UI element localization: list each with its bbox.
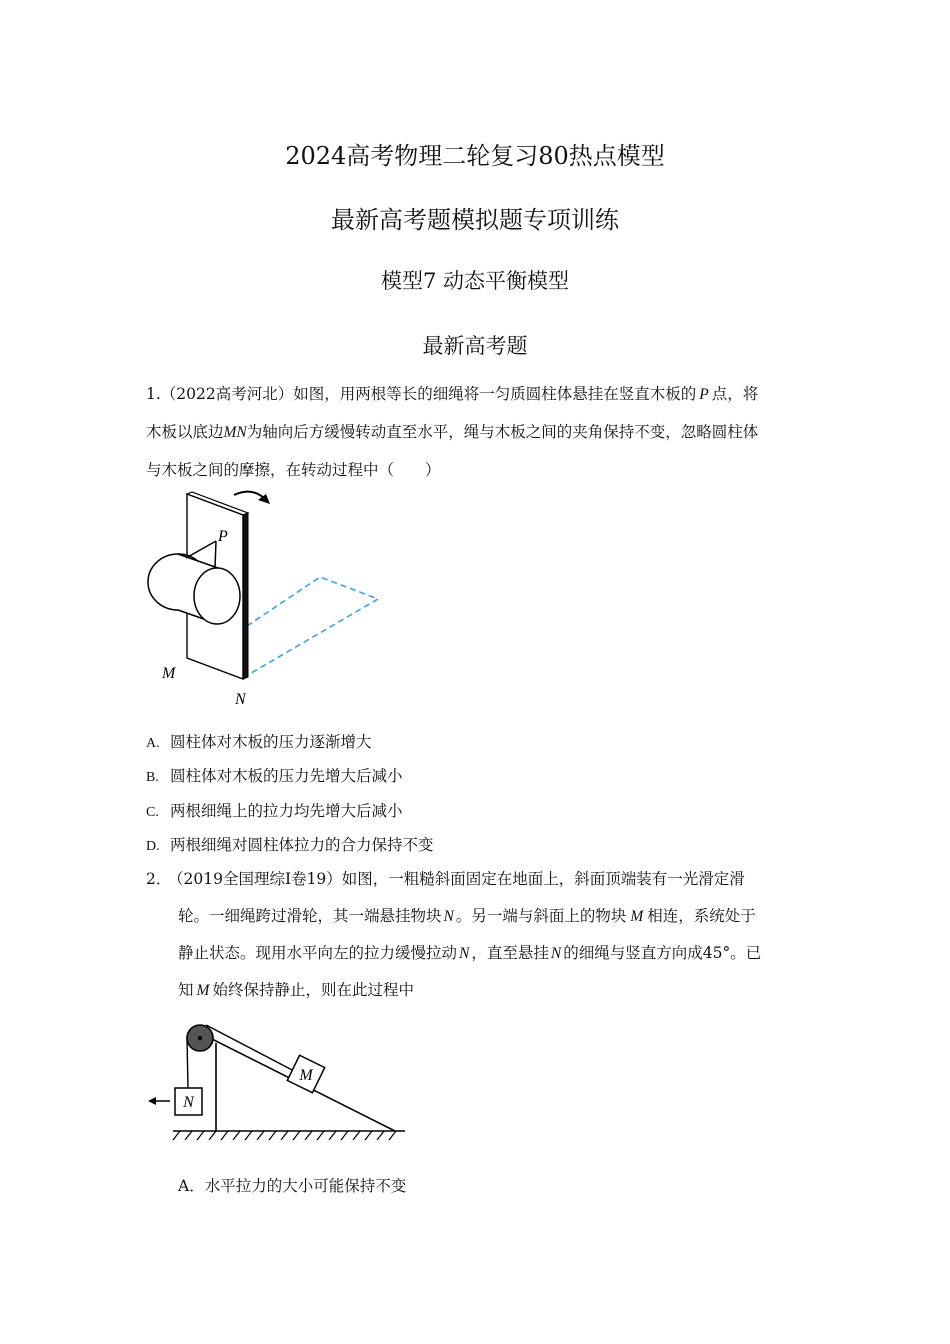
block-n-label: N: [183, 1094, 194, 1111]
label-n: N: [235, 691, 246, 708]
q2-var-n: N: [550, 945, 562, 962]
q2-line-1: [146, 867, 745, 889]
option-label: B.: [146, 770, 159, 785]
block-m: [287, 1055, 324, 1092]
q2-line-4: [178, 978, 414, 1000]
q2-text: 始终保持静止，则在此过程中: [212, 981, 414, 999]
q1-text: 点，将: [711, 385, 759, 403]
q2-text: 的细绳与竖直方向成45°。已: [563, 944, 762, 962]
q1-text: 为轴向后方缓慢转动直至水平，绳与木板之间的夹角保持不变，忽略圆柱体: [246, 423, 759, 441]
q1-line-1: [146, 382, 758, 404]
q1-option-a[interactable]: [146, 730, 372, 752]
option-text: 两根细绳对圆柱体拉力的合力保持不变: [170, 836, 434, 854]
option-label: D.: [146, 839, 160, 854]
q1-text: 木板以底边: [146, 423, 224, 441]
cylinder-front-end: [194, 568, 240, 624]
board-side: [243, 513, 248, 679]
document-title: 2024高考物理二轮复习80热点模型: [285, 142, 665, 170]
q1-figure: [140, 486, 390, 711]
q1-edge-mn: MN: [223, 424, 247, 441]
q1-option-c[interactable]: [146, 799, 403, 821]
label-p: P: [218, 528, 228, 545]
q2-figure: [140, 1015, 410, 1145]
q2-var-m: M: [196, 982, 210, 999]
q2-number: 2．: [146, 870, 172, 888]
rope-hanging: [187, 1038, 188, 1088]
q2-text: ，直至悬挂: [471, 944, 549, 962]
label-m: M: [162, 665, 176, 682]
q2-text: 知: [178, 981, 194, 999]
q2-text: 静止状态。现用水平向左的拉力缓慢拉动: [178, 944, 458, 962]
dashed-plane: [241, 577, 378, 679]
model-title: 模型7 动态平衡模型: [380, 269, 570, 293]
q1-line-3: 与木板之间的摩擦，在转动过程中（ ）: [146, 461, 441, 479]
q2-var-n: N: [443, 908, 454, 925]
ground-hatching: [173, 1131, 396, 1140]
rope-2: [215, 541, 216, 568]
q2-text: （2019全国理综I卷19）如图，一粗糙斜面固定在地面上，斜面顶端装有一光滑定滑: [168, 870, 745, 888]
document-subtitle: 最新高考题模拟题专项训练: [331, 206, 619, 234]
q1-point-p: P: [699, 386, 709, 403]
q2-var-n: N: [459, 945, 470, 962]
option-label: A.: [146, 736, 160, 751]
pulley-axle: [198, 1036, 202, 1040]
q1-option-d[interactable]: [146, 833, 434, 855]
q2-option-a[interactable]: A．水平拉力的大小可能保持不变: [178, 1177, 407, 1195]
option-label: C.: [146, 805, 159, 820]
option-text: 两根细绳上的拉力均先增大后减小: [170, 802, 403, 820]
rotation-arrow: [234, 492, 264, 498]
q2-text: 。另一端与斜面上的物块: [455, 907, 627, 925]
section-title: 最新高考题: [422, 334, 528, 358]
q2-line-2: [178, 904, 756, 926]
q2-text: 相连，系统处于: [647, 907, 756, 925]
q2-text: 轮。一细绳跨过滑轮，其一端悬挂物块: [178, 907, 442, 925]
q2-line-3: [178, 941, 761, 963]
option-text: 圆柱体对木板的压力逐渐增大: [170, 733, 372, 751]
q1-line-2: [146, 420, 758, 442]
option-text: 圆柱体对木板的压力先增大后减小: [170, 767, 403, 785]
block-m-label: M: [299, 1067, 313, 1084]
rope-incline: [206, 1025, 296, 1072]
q2-var-m: M: [630, 908, 644, 925]
q1-option-b[interactable]: [146, 764, 403, 786]
q1-text: 1.（2022高考河北）如图，用两根等长的细绳将一匀质圆柱体悬挂在竖直木板的: [146, 385, 697, 403]
pull-arrow-head: [148, 1097, 156, 1105]
